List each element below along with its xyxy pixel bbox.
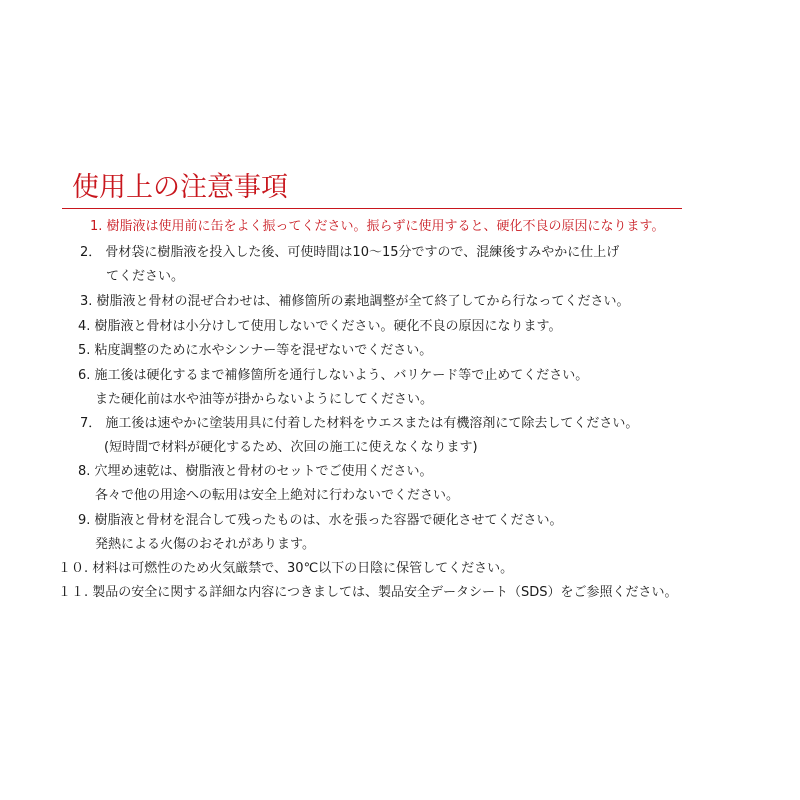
precaution-item-8-cont xyxy=(95,487,459,505)
item-text: てください。 xyxy=(106,269,185,284)
item-number: 2． xyxy=(80,245,102,260)
precaution-item-2-cont xyxy=(106,268,184,286)
precaution-item-1 xyxy=(90,218,665,236)
precaution-item-9 xyxy=(78,512,563,530)
precaution-item-7-cont xyxy=(104,439,478,457)
precaution-item-5 xyxy=(78,342,432,360)
item-number: 3. xyxy=(80,294,93,309)
item-text: 発熱による火傷のおそれがあります。 xyxy=(95,537,315,552)
item-text: 樹脂液と骨材を混合して残ったものは、水を張った容器で硬化させてください。 xyxy=(94,513,563,528)
item-text: 施工後は速やかに塗装用具に付着した材料をウエスまたは有機溶剤にて除去してください。 xyxy=(105,416,639,431)
precaution-item-6 xyxy=(78,367,588,385)
item-number: 1. xyxy=(90,219,103,234)
precaution-item-8 xyxy=(78,463,433,481)
item-number: 7． xyxy=(80,416,102,431)
item-text: また硬化前は水や油等が掛からないようにしてください。 xyxy=(95,392,434,407)
item-number: 6. xyxy=(78,368,91,383)
item-text: 樹脂液は使用前に缶をよく振ってください。振らずに使用すると、硬化不良の原因になります。 xyxy=(106,219,665,234)
precaution-item-9-cont xyxy=(95,536,315,554)
item-text: 樹脂液と骨材は小分けして使用しないでください。硬化不良の原因になります。 xyxy=(94,319,562,334)
item-number: 8. xyxy=(78,464,91,479)
precaution-item-7 xyxy=(80,415,638,433)
precaution-item-2 xyxy=(80,244,619,262)
item-number: 5. xyxy=(78,343,91,358)
item-text: 粘度調整のために水やシンナー等を混ぜないでください。 xyxy=(94,343,433,358)
item-number: 4. xyxy=(78,319,91,334)
item-text: 樹脂液と骨材の混ぜ合わせは、補修箇所の素地調整が全て終了してから行なってください。 xyxy=(96,294,630,309)
item-text: 骨材袋に樹脂液を投入した後、可使時間は10～15分ですので、混練後すみやかに仕上げ xyxy=(105,245,620,260)
precaution-item-4 xyxy=(78,318,562,336)
title-underline xyxy=(62,208,682,209)
item-text: 材料は可燃性のため火気厳禁で、30℃以下の日陰に保管してください。 xyxy=(92,561,514,576)
precaution-item-3 xyxy=(80,293,630,311)
notice-title: 使用上の注意事項 xyxy=(72,172,288,203)
item-text: 施工後は硬化するまで補修箇所を通行しないよう、バリケード等で止めてください。 xyxy=(94,368,589,383)
precaution-item-10 xyxy=(58,560,513,578)
precaution-item-6-cont xyxy=(95,391,433,409)
item-number: １０. xyxy=(58,561,89,576)
item-text: (短時間で材料が硬化するため、次回の施工に使えなくなります) xyxy=(104,440,478,455)
item-number: １１. xyxy=(58,585,89,600)
item-text: 穴埋め速乾は、樹脂液と骨材のセットでご使用ください。 xyxy=(94,464,433,479)
item-text: 各々で他の用途への転用は安全上絶対に行わないでください。 xyxy=(95,488,460,503)
item-number: 9. xyxy=(78,513,91,528)
item-text: 製品の安全に関する詳細な内容につきましては、製品安全データシート（SDS）をご参照ください。 xyxy=(92,585,678,600)
precaution-item-11 xyxy=(58,584,678,602)
